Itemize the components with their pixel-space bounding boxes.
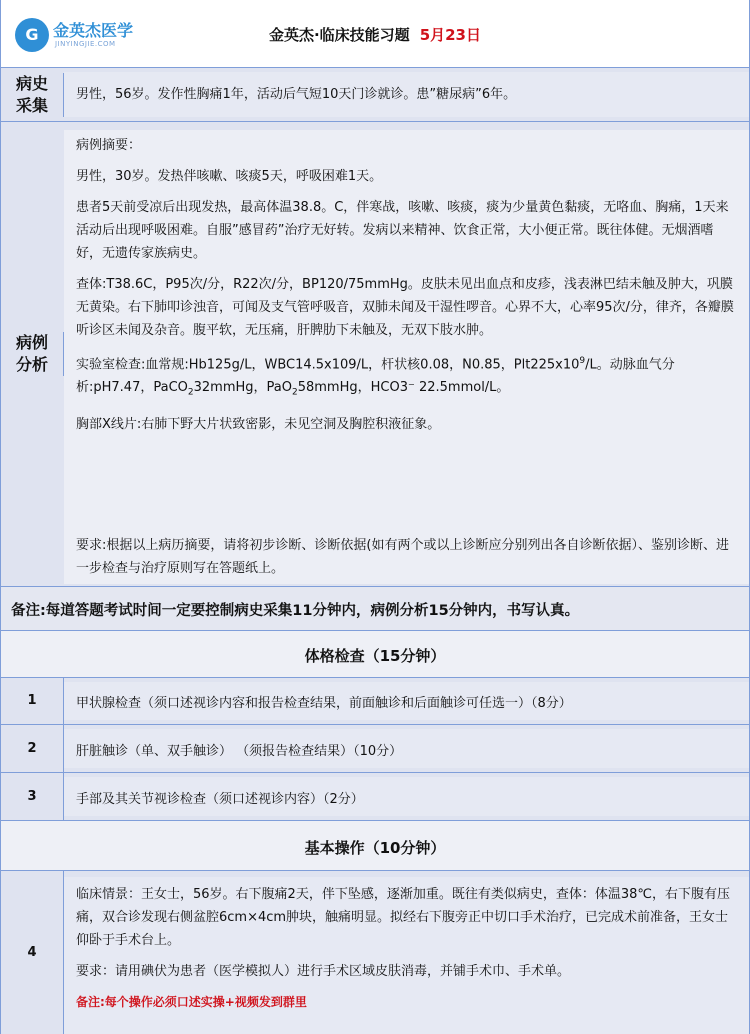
history-text: 男性，56岁。发作性胸痛1年，活动后气短10天门诊就诊。患”糖尿病”6年。 (64, 72, 749, 117)
item-text: 手部及其关节视诊检查（须口述视诊内容）（2分） (76, 792, 364, 807)
case-p1: 男性，30岁。发热伴咳嗽、咳痰5天，呼吸困难1天。 (76, 169, 383, 184)
case-label: 病例 分析 (1, 332, 64, 376)
basic-ops-red-note: 备注:每个操作必须口述实操+视频发到群里 (76, 995, 307, 1009)
note-row (1, 587, 749, 631)
case-lab: 实验室检查:血常规:Hb125g/L，WBC14.5x109/L，杆状核0.08，N0.85，$Plt225x10^9/L$。动脉血气分析:pH7.47，PaCO$_2$32mmHg，PaO$_2$58mmHg，HCO3⁻ 22.5mmol/L。 (76, 356, 675, 398)
case-requirement: 要求:根据以上病历摘要，请将初步诊断、诊断依据(如有两个或以上诊断应分别列出各自诊断依据）、鉴别诊断、进一步检查与治疗原则写在答题纸上。 (76, 538, 729, 576)
basic-ops-title: 基本操作（10分钟） (304, 839, 446, 857)
exam-item-1 (1, 678, 749, 725)
physical-exam-title: 体格检查（15分钟） (304, 647, 446, 665)
basic-ops-requirement: 要求：请用碘伏为患者（医学模拟人）进行手术区域皮肤消毒，并铺手术巾、手术单。 (76, 964, 571, 979)
title-date: 5月23日 (419, 26, 481, 44)
case-p3: 查体:T38.6C，P95次/分，R22次/分，BP120/75mmHg。皮肤未见出血点和皮疹，浅表淋巴结未触及肿大，巩膜无黄染。右下肺叩诊浊音，可闻及支气管呼吸音，双肺未闻及干湿性啰音。心界不大，心率95次/分，律齐，各瓣膜听诊区未闻及杂音。腹平软，无压痛，肝脾肋下未触及，无双下肢水肿。 (76, 277, 734, 338)
basic-ops-item (1, 871, 749, 1034)
basic-ops-scenario: 临床情景：王女士，56岁。右下腹痛2天，伴下坠感，逐渐加重。既往有类似病史，查体：体温38℃，右下腹有压痛，双合诊发现右侧盆腔6cm×4cm肿块，触痛明显。拟经右下腹旁正中切口手术治疗，已完成术前准备，王女士仰卧于手术台上。 (76, 887, 730, 948)
title-text: 金英杰·临床技能习题 (268, 26, 410, 44)
case-content (64, 130, 749, 584)
logo-subtext: JINYINGJIE.COM (55, 40, 116, 48)
logo-text: 金英杰医学 (53, 21, 134, 40)
case-summary-title: 病例摘要： (76, 138, 142, 153)
note-text: 备注:每道答题考试时间一定要控制病史采集11分钟内，病例分析15分钟内，书写认真。 (11, 603, 580, 619)
item-number: 4 (1, 871, 64, 1034)
basic-ops-header (1, 821, 749, 871)
case-p5: 胸部X线片:右肺下野大片状致密影，未见空洞及胸腔积液征象。 (76, 416, 441, 432)
exam-item-3 (1, 773, 749, 821)
item-number: 3 (1, 773, 64, 820)
case-row (1, 122, 749, 587)
history-label: 病史 采集 (1, 73, 64, 117)
header (1, 0, 749, 68)
item-text: 肝脏触诊（单、双手触诊） （须报告检查结果）（10分） (76, 744, 403, 759)
exam-item-2 (1, 725, 749, 773)
basic-ops-content (64, 877, 749, 1034)
physical-exam-header (1, 631, 749, 678)
item-number: 2 (1, 725, 64, 772)
page-title (1, 24, 749, 45)
item-text: 甲状腺检查（须口述视诊内容和报告检查结果，前面触诊和后面触诊可任选一）（8分） (76, 696, 572, 711)
logo-icon: G (15, 18, 49, 52)
case-p2: 患者5天前受凉后出现发热，最高体温38.8。C，伴寒战，咳嗽、咳痰，痰为少量黄色黏痰，无咯血、胸痛，1天来活动后出现呼吸困难。自服”感冒药”治疗无好转。发病以来精神、饮食正常，大小便正常。既往体健。无烟酒嗜好，无遗传家族病史。 (76, 200, 729, 261)
history-row (1, 68, 749, 122)
item-number: 1 (1, 678, 64, 724)
